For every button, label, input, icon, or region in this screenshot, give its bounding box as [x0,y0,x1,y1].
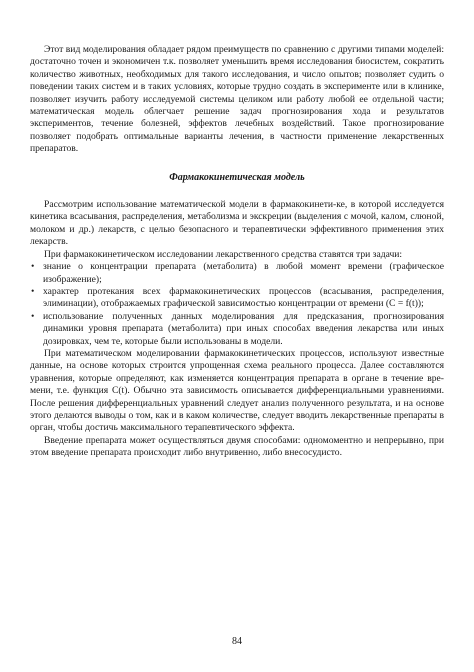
paragraph-intro: Рассмотрим использование математической модели в фармакокинети-ке, в которой исследуется кинетика всасывания, распределения, метаболизма и экскреции (выделения с мочой, калом, слюной, молоком и др.) лекарств, с целью безопасного и терапевтически эффективного применения этих лекарств. [30,199,444,248]
bullet-marker: • [31,310,35,322]
list-item [30,261,444,286]
list-item [30,311,444,348]
list-item-text: знание о концентрации препарата (метаболита) в любой момент времени (графическое изображение); [43,261,444,285]
list-item-text: характер протекания всех фармакокинетических процессов (всасывания, распределения, элиминации), отображаемых графической зависимостью концентрации от времени (C = f(t)); [43,285,444,310]
paragraph-administration: Введение препарата может осуществляться двумя способами: одномоментно и непрерывно, при этом введение препарата происходит либо внутривенно, либо внесосудисто. [30,434,444,459]
task-list [30,261,444,348]
section-heading: Фармакокинетическая модель [169,171,305,183]
page-body [30,44,444,460]
bullet-marker: • [31,285,35,297]
paragraph-tasks: При фармакокинетическом исследовании лекарственного средства ставятся три задачи: [44,248,403,260]
paragraph-modeling: При математическом моделировании фармакокинетических процессов, используют известные данные, на основе которых строится упрощенная схема реального процесса. Далее составляются уравнения, которые определяют, как изменяется концентрация препарата в органе в течение времени, т.е. функция C(t). Обычно эта зависимость описывается дифференциальными уравнениями. После решения дифференциальных уравнений следует анализ полученного результата, и на основе этого делаются выводы о том, как и в каком количестве, следует вводить лекарственные препараты в орган, чтобы достичь максимального терапевтического эффекта. [30,347,444,434]
list-item-text: использование полученных данных моделирования для предсказания, прогнозирования динамики уровня препарата (метаболита) при иных способах введения лекарства или иных дозировках, чем те, которые были использованы в модели. [43,310,444,347]
bullet-marker: • [31,261,35,273]
list-item [30,286,444,311]
page-number: 84 [232,636,242,647]
paragraph-advantages: Этот вид моделирования обладает рядом преимуществ по сравнению с другими типами моделей: достаточно точен и экономичен т.к. позволяет уменьшить время исследования биосистем, сократить количество животных, необходимых для такого исследования, и число опытов; позволяет судить о поведении таких систем и в таких условиях, которые трудно создать в эксперименте или в клинике, позволяет изучить работу исследуемой системы целиком или работу любой ее отдельной части; математическая модель облегчает решение задач прогнозирования хода и результатов экспериментов, течение болезней, эффектов лечебных воздействий. Такое прогнозирование позволяет подобрать оптимальные варианты лечения, в частности применение лекарственных препаратов. [30,44,444,155]
